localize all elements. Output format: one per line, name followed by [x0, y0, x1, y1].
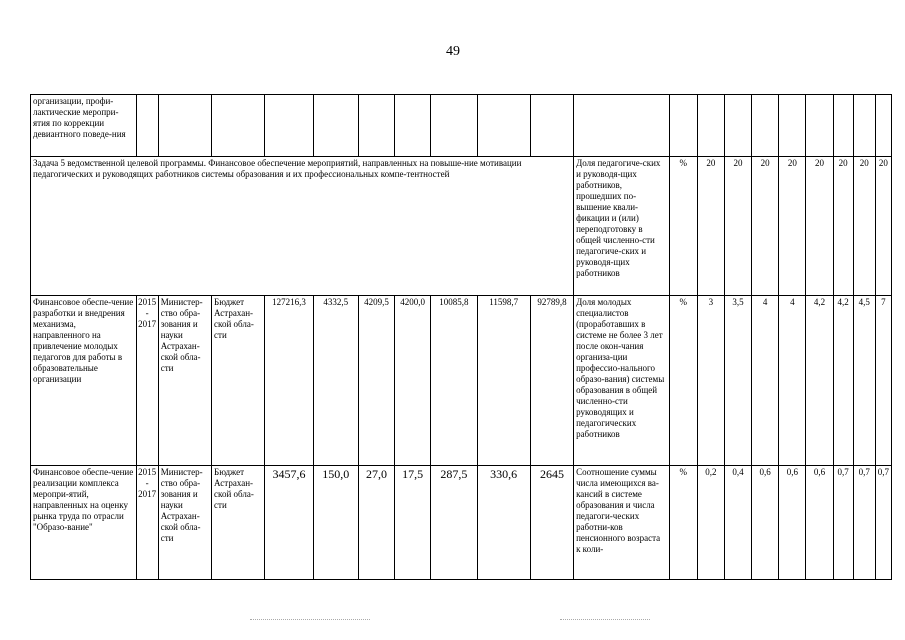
measure-1-finance: 10085,8 — [431, 296, 477, 466]
task-5-value: 20 — [724, 157, 751, 296]
measure-2-value: 0,6 — [752, 466, 779, 580]
measure-2-name: Финансовое обеспе-чение реализации комплекса меропри-ятий, направленных на оценку рынка труда по отрасли "Образо-вание" — [31, 466, 137, 580]
measure-2-finance: 3457,6 — [265, 466, 313, 580]
measure-1-name: Финансовое обеспе-чение разработки и внедрения механизма, направленного на привлечение молодых педагогов для работы в образовательные организации — [31, 296, 137, 466]
measure-1-value: 4 — [752, 296, 779, 466]
measure-2-value: 0,7 — [853, 466, 875, 580]
measure-2-value: 0,2 — [697, 466, 724, 580]
task-5-indicator: Доля педагогиче-ских и руководя-щих работников, прошедших по-вышение квали-фикации и (или) переподготовку в общей численно-сти педагогиче-ских и руководя-щих работников — [574, 157, 670, 296]
measure-1-executor: Министер-ство обра-зования и науки Астрахан-ской обла-сти — [158, 296, 211, 466]
page-number: 49 — [446, 44, 460, 59]
measure-2-executor: Министер-ство обра-зования и науки Астрахан-ской обла-сти — [158, 466, 211, 580]
measure-2-value: 0,4 — [724, 466, 751, 580]
measure-1-value: 4,5 — [853, 296, 875, 466]
measure-1-value: 4,2 — [806, 296, 833, 466]
scan-artifact-divider — [560, 619, 650, 620]
measure-2-finance: 330,6 — [477, 466, 530, 580]
measure-2-value: 0,7 — [833, 466, 853, 580]
task-5-value: 20 — [697, 157, 724, 296]
measure-2-source: Бюджет Астрахан-ской обла-сти — [212, 466, 265, 580]
program-table — [30, 94, 892, 580]
measure-2-finance: 17,5 — [395, 466, 431, 580]
measure-1-finance: 4200,0 — [395, 296, 431, 466]
measure-2-finance: 287,5 — [431, 466, 477, 580]
measure-1-value: 4 — [779, 296, 806, 466]
measure-1-unit: % — [669, 296, 697, 466]
measure-2-unit: % — [669, 466, 697, 580]
scan-artifact-divider — [250, 619, 370, 620]
task-5-value: 20 — [833, 157, 853, 296]
task-5-value: 20 — [875, 157, 891, 296]
table-row-fragment — [31, 95, 892, 157]
table-row-measure1 — [31, 296, 892, 466]
task-5-unit: % — [669, 157, 697, 296]
task-5-value: 20 — [806, 157, 833, 296]
task-5-value: 20 — [752, 157, 779, 296]
measure-1-finance: 4209,5 — [358, 296, 394, 466]
measure-1-years: 2015 - 2017 — [136, 296, 158, 466]
table-row-task5 — [31, 157, 892, 296]
measure-1-value: 7 — [875, 296, 891, 466]
measure-2-finance: 27,0 — [358, 466, 394, 580]
measure-1-finance: 92789,8 — [530, 296, 573, 466]
measure-1-value: 4,2 — [833, 296, 853, 466]
measure-name-fragment: организации, профи-лактические меропри-ятия по коррекции девиантного поведе-ния — [31, 95, 137, 157]
measure-1-source: Бюджет Астрахан-ской обла-сти — [212, 296, 265, 466]
task-5-value: 20 — [853, 157, 875, 296]
measure-2-years: 2015 - 2017 — [136, 466, 158, 580]
measure-2-finance: 2645 — [530, 466, 573, 580]
measure-2-value: 0,7 — [875, 466, 891, 580]
task-5-text: Задача 5 ведомственной целевой программы. Финансовое обеспечение мероприятий, направленных на повыше-ние мотивации педагогических и руководящих работников системы образования и их профессиональных компе-тентностей — [31, 157, 574, 296]
measure-1-finance: 4332,5 — [313, 296, 358, 466]
measure-2-finance: 150,0 — [313, 466, 358, 580]
measure-1-value: 3,5 — [724, 296, 751, 466]
task-5-value: 20 — [779, 157, 806, 296]
table-row-measure2 — [31, 466, 892, 580]
measure-1-value: 3 — [697, 296, 724, 466]
measure-2-value: 0,6 — [779, 466, 806, 580]
measure-1-indicator: Доля молодых специалистов (проработавших в системе не более 3 лет после окон-чания организа-ции профессио-нального образо-вания) системы образования в общей численно-сти руководящих и педагогических работников — [574, 296, 670, 466]
measure-1-finance: 11598,7 — [477, 296, 530, 466]
measure-2-value: 0,6 — [806, 466, 833, 580]
measure-2-indicator: Соотношение суммы числа имеющихся ва-кансий в системе образования и числа педагоги-ческих работни-ков пенсионного возраста к коли- — [574, 466, 670, 580]
measure-1-finance: 127216,3 — [265, 296, 313, 466]
